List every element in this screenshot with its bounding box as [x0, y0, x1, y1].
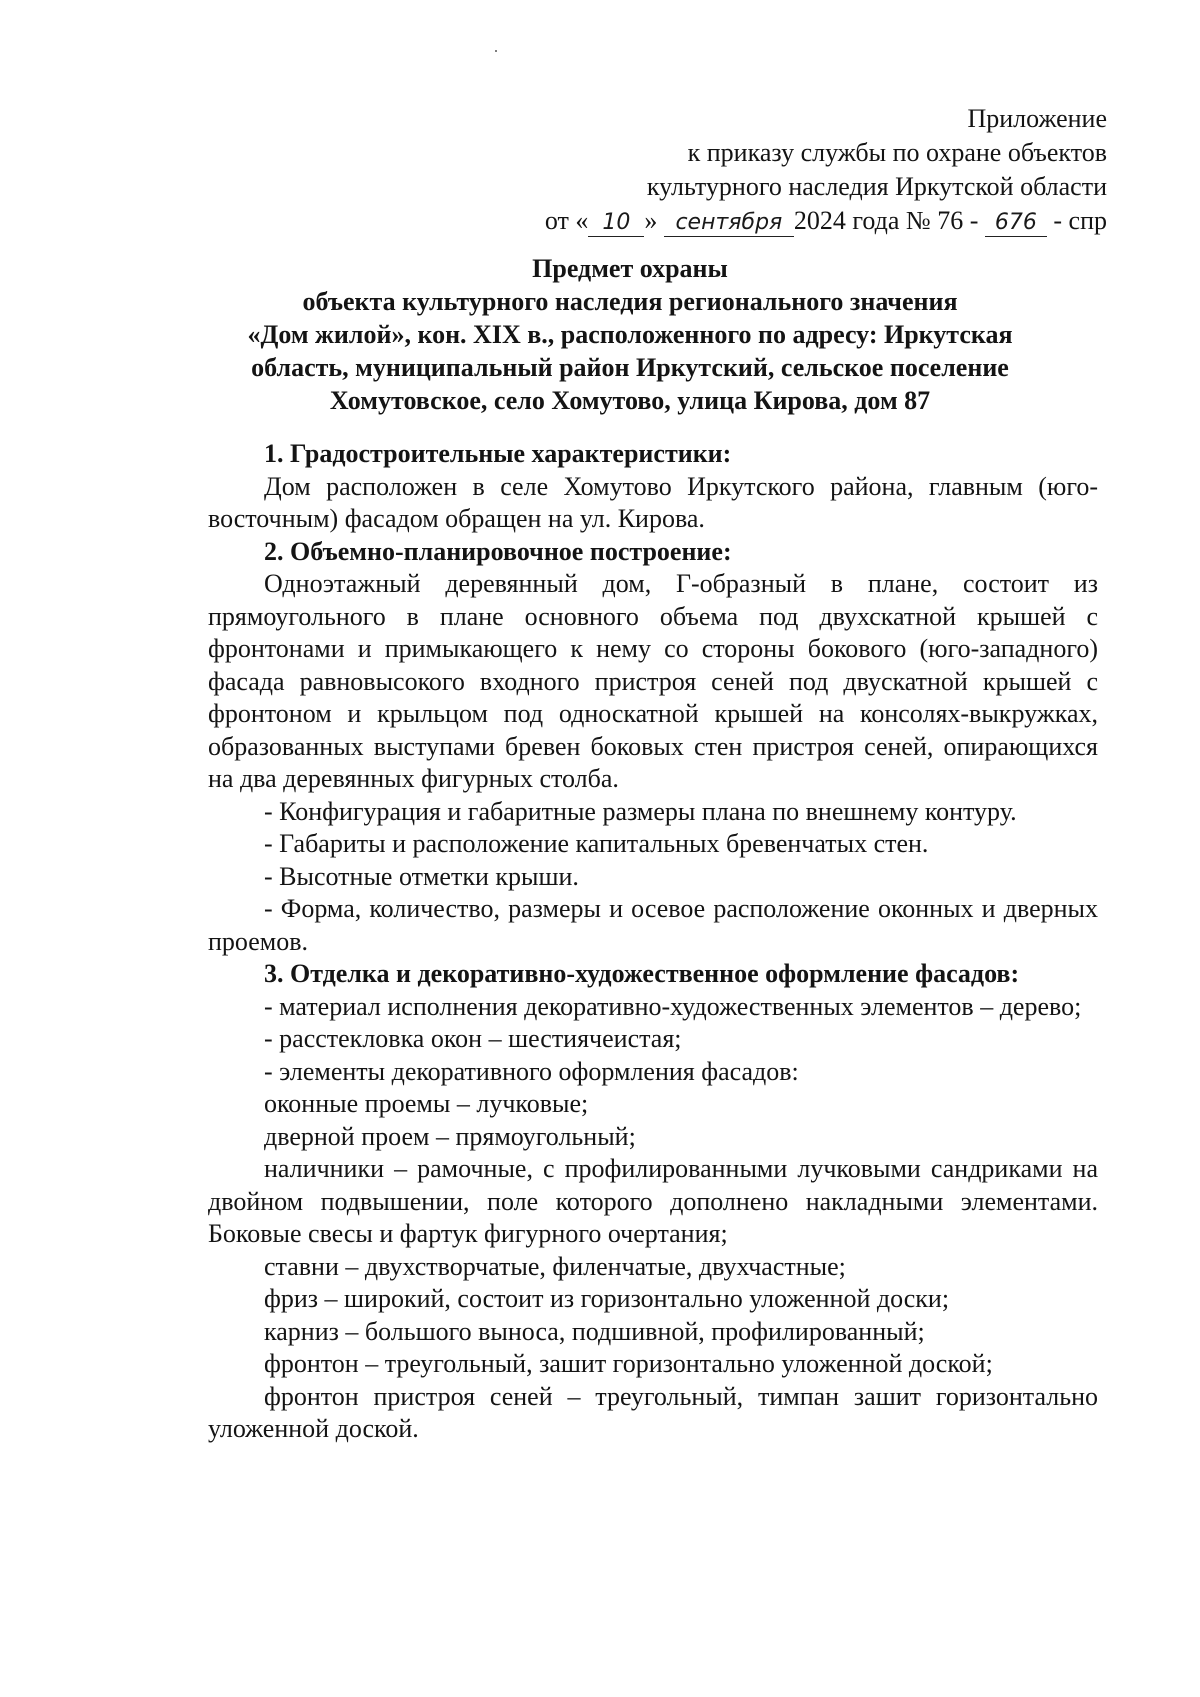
section-3-item-9: карниз – большого выноса, подшивной, профилированный; [264, 1316, 925, 1346]
handwritten-order-number: 676 [985, 210, 1047, 237]
section-3-item-8: фриз – широкий, состоит из горизонтально уложенной доски; [264, 1284, 950, 1313]
order-year-text: 2024 года № 76 - [793, 206, 979, 235]
document-title [170, 252, 1090, 417]
section-2-item-3: - Высотные отметки крыши. [264, 861, 579, 891]
section-2-item-1: - Конфигурация и габаритные размеры плана по внешнему контуру. [264, 796, 1017, 826]
handwritten-day: 10 [588, 210, 644, 237]
section-1-heading: 1. Градостроительные характеристики: [264, 439, 732, 468]
section-2-item-2: - Габариты и расположение капитальных бревенчатых стен. [264, 829, 929, 858]
order-suffix: - спр [1053, 206, 1107, 235]
document-body [208, 438, 1098, 1446]
order-date-prefix: от « [544, 206, 589, 235]
section-2-text: Одноэтажный деревянный дом, Г-образный в плане, состоит из прямоугольного в плане основного объема под двухскатной крышей с фронтонами и примыкающего к нему со стороны бокового (юго-западного) фасада равновысокого входного пристроя сеней под двускатной крышей с фронтоном и крыльцом под односкатной крышей на консолях-выкружках, образованных выступами бревен боковых стен пристроя сеней, опирающихся на два деревянных фигурных столба. [208, 569, 1098, 793]
section-3-item-6: наличники – рамочные, с профилированными лучковыми сандриками на двойном подвышении, поле которого дополнено накладными элементами. Боковые свесы и фартук фигурного очертания; [208, 1154, 1098, 1248]
title-line-2: объекта культурного наследия регионального значения [302, 287, 958, 316]
title-line-3: «Дом жилой», кон. XIX в., расположенного по адресу: Иркутская [247, 320, 1013, 349]
section-2-heading: 2. Объемно-планировочное построение: [264, 536, 732, 566]
title-line-5: Хомутовское, село Хомутово, улица Кирова, дом 87 [329, 386, 931, 415]
scan-speck [495, 50, 497, 52]
appendix-line-1: Приложение [967, 104, 1107, 133]
handwritten-month: сентября [664, 210, 794, 237]
section-3-item-5: дверной проем – прямоугольный; [264, 1121, 636, 1151]
section-3-item-3: - элементы декоративного оформления фасадов: [264, 1056, 799, 1086]
section-3-item-1: - материал исполнения декоративно-художественных элементов – дерево; [264, 991, 1082, 1021]
appendix-block [545, 102, 1107, 238]
appendix-line-2: к приказу службы по охране объектов [687, 138, 1107, 167]
section-3-item-10: фронтон – треугольный, зашит горизонтально уложенной доской; [264, 1349, 993, 1378]
section-3-item-7: ставни – двухстворчатые, филенчатые, двухчастные; [264, 1251, 846, 1281]
section-2-item-4: - Форма, количество, размеры и осевое расположение оконных и дверных проемов. [208, 894, 1098, 956]
order-date-line [545, 204, 1107, 238]
appendix-line-3: культурного наследия Иркутской области [646, 172, 1107, 201]
section-3-heading: 3. Отделка и декоративно-художественное оформление фасадов: [264, 959, 1020, 988]
section-1-text: Дом расположен в селе Хомутово Иркутского района, главным (юго-восточным) фасадом обращен на ул. Кирова. [208, 471, 1098, 533]
section-3-item-2: - расстекловка окон – шестиячеистая; [264, 1024, 682, 1053]
section-3-item-11: фронтон пристроя сеней – треугольный, тимпан зашит горизонтально уложенной доской. [208, 1381, 1098, 1443]
section-3-item-4: оконные проемы – лучковые; [264, 1089, 589, 1118]
title-line-4: область, муниципальный район Иркутский, сельское поселение [251, 353, 1009, 382]
order-date-mid: » [644, 206, 658, 235]
title-line-1: Предмет охраны [532, 254, 728, 283]
